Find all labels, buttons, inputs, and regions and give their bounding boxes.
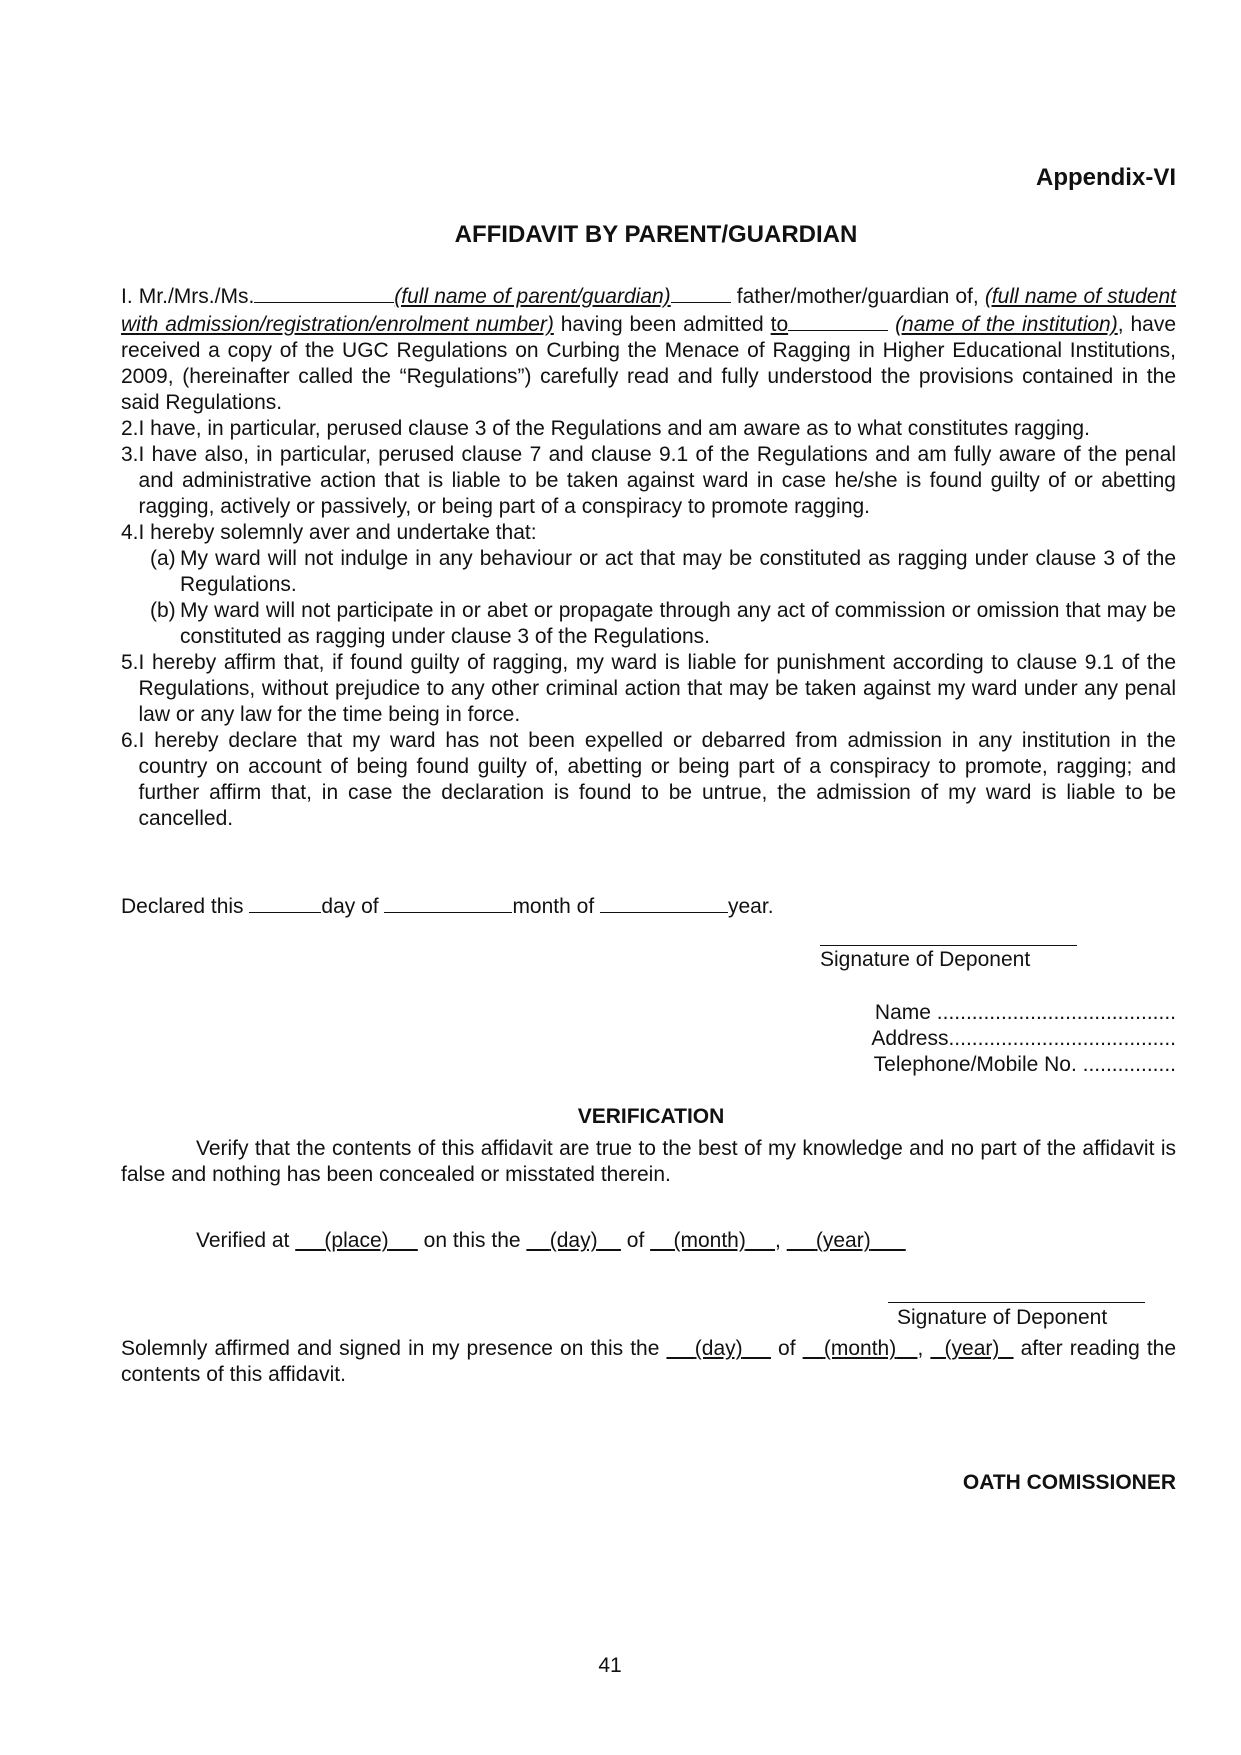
name-field: Name ......................................... — [874, 1001, 1176, 1024]
paragraph-1-rest: , have received a copy of the UGC Regulations on Curbing the Menace of Ragging in Higher Educational Institutions, 2009, (hereinafter called the “Regulations”) carefully read and fully understood the provisions contained in the said Regulations. — [121, 313, 1177, 414]
item-text: I hereby solemnly aver and undertake that: — [138, 521, 537, 544]
paragraph-1 — [121, 282, 1176, 416]
phone-field: Telephone/Mobile No. ................ — [873, 1053, 1176, 1076]
subitem-number: (a) — [150, 547, 176, 570]
item-3 — [121, 442, 1176, 520]
item-2 — [121, 416, 1176, 442]
solemn-day-field — [666, 1337, 770, 1360]
verified-line — [196, 1228, 906, 1254]
to-text: to — [770, 313, 789, 336]
day-field — [526, 1229, 621, 1252]
year-placeholder: (year) — [815, 1229, 871, 1252]
item-4 — [121, 520, 1176, 546]
solemn-of: of — [770, 1337, 803, 1360]
subitem-text: My ward will not participate in or abet or propagate through any act of commission or omission that may be constituted as ragging under clause 3 of the Regulations. — [180, 599, 1176, 648]
solemn-day-placeholder: (day) — [694, 1337, 743, 1360]
solemn-month-field — [803, 1337, 918, 1360]
place-placeholder: (place) — [324, 1229, 389, 1252]
item-text: I have, in particular, perused clause 3 of the Regulations and am aware as to what constitutes ragging. — [138, 417, 1090, 440]
parent-name-blank-end — [671, 282, 731, 303]
comma-label: , — [775, 1229, 787, 1252]
admitted-text: having been admitted — [553, 313, 771, 336]
day-blank — [249, 892, 321, 913]
month-field — [650, 1229, 775, 1252]
appendix-label: Appendix-VI — [1035, 164, 1176, 191]
salutation: I. Mr./Mrs./Ms. — [121, 285, 255, 308]
verification-text — [121, 1136, 1176, 1188]
declared-day: day of — [321, 895, 385, 918]
solemn-year-placeholder: (year) — [944, 1337, 1000, 1360]
institution-placeholder: (name of the institution) — [895, 313, 1118, 336]
item-number: 5. — [121, 651, 139, 674]
item-text: I hereby affirm that, if found guilty of ragging, my ward is liable for punishment according to clause 9.1 of the Regulations, without prejudice to any other criminal action that may be taken against my ward under any penal law or any law for the time being in force. — [138, 651, 1176, 726]
item-6 — [121, 728, 1176, 832]
signature-label: Signature of Deponent — [820, 948, 1031, 971]
item-5 — [121, 650, 1176, 728]
declared-month: month of — [512, 895, 600, 918]
subitem-b — [121, 598, 1176, 650]
parent-name-placeholder: (full name of parent/guardian) — [394, 285, 671, 308]
verification-title: VERIFICATION — [577, 1105, 725, 1128]
verification-signature-line — [888, 1302, 1145, 1303]
month-placeholder: (month) — [673, 1229, 746, 1252]
month-blank — [384, 892, 512, 913]
place-field — [295, 1229, 418, 1252]
declared-line — [121, 892, 774, 920]
subitem-text: My ward will not indulge in any behaviour or act that may be constituted as ragging under clause 3 of the Regulations. — [180, 547, 1176, 596]
subitem-number: (b) — [150, 599, 176, 622]
oath-commissioner: OATH COMISSIONER — [962, 1471, 1176, 1494]
solemn-year-field — [930, 1337, 1013, 1360]
verification-signature-label: Signature of Deponent — [897, 1306, 1108, 1329]
page-number: 41 — [598, 1654, 622, 1677]
solemn-comma: , — [917, 1337, 931, 1360]
verification-body: Verify that the contents of this affidavit are true to the best of my knowledge and no part of the affidavit is false and nothing has been concealed or misstated therein. — [121, 1137, 1176, 1186]
relation-text: father/mother/guardian of, — [730, 285, 985, 308]
item-text: I have also, in particular, perused clause 7 and clause 9.1 of the Regulations and am fully aware of the penal and administrative action that is liable to be taken against ward in case he/she is found guilty of or abetting ragging, actively or passively, or being part of a conspiracy to promote ragging. — [138, 443, 1176, 518]
item-number: 6. — [121, 729, 139, 752]
solemn-month-placeholder: (month) — [823, 1337, 897, 1360]
declared-year: year. — [728, 895, 774, 918]
verified-at-label: Verified at — [196, 1229, 296, 1252]
declared-lead: Declared this — [121, 895, 250, 918]
item-number: 3. — [121, 443, 139, 466]
solemn-affirmation — [121, 1336, 1176, 1388]
institution-blank — [788, 310, 888, 331]
signature-line — [820, 945, 1077, 946]
on-this-the-label: on this the — [417, 1229, 527, 1252]
item-number: 4. — [121, 521, 139, 544]
document-title: AFFIDAVIT BY PARENT/GUARDIAN — [454, 221, 858, 248]
affidavit-body — [121, 282, 1176, 832]
year-blank — [600, 892, 728, 913]
item-number: 2. — [121, 417, 139, 440]
solemn-lead: Solemnly affirmed and signed in my presence on this the — [121, 1337, 667, 1360]
item-text: I hereby declare that my ward has not been expelled or debarred from admission in any institution in the country on account of being found guilty of, abetting or being part of a conspiracy to promote, ragging; and further affirm that, in case the declaration is found to be untrue, the admission of my ward is liable to be cancelled. — [138, 729, 1176, 830]
student-name-placeholder: (full name of student with admission/registration/enrolment number) — [121, 285, 1177, 336]
subitem-a — [121, 546, 1176, 598]
year-field — [787, 1229, 906, 1252]
day-placeholder: (day) — [549, 1229, 598, 1252]
deponent-details — [871, 1000, 1176, 1078]
solemn-rest: after reading the contents of this affidavit. — [121, 1337, 1177, 1386]
of-label: of — [620, 1229, 651, 1252]
parent-name-blank — [254, 282, 394, 303]
address-field: Address....................................... — [871, 1027, 1176, 1050]
